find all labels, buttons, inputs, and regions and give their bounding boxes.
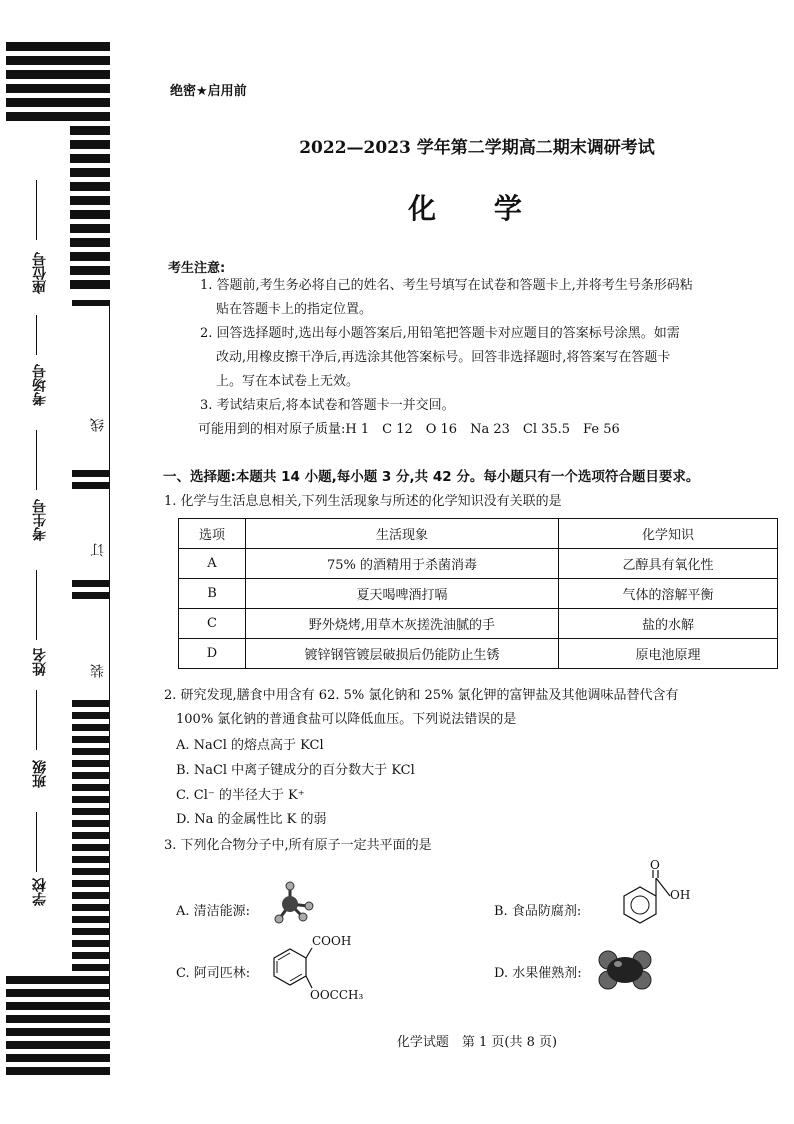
methane-ball-model-icon [262,878,322,928]
aspirin-cooh-label: COOH [312,934,352,948]
table-header: 化学知识 [559,519,778,549]
margin-field-class: 班级 [32,760,48,788]
table-cell: 乙醇具有氧化性 [559,549,778,579]
notes-heading: 考生注意: [168,261,226,276]
note-2-cont: 改动,用橡皮擦干净后,再选涂其他答案标号。回答非选择题时,将答案写在答题卡 [216,350,671,365]
section-title: 一、选择题:本题共 14 小题,每小题 3 分,共 42 分。每小题只有一个选项符合题目要求。 [163,469,700,485]
aspirin-ester-label: OOCCH₃ [310,988,364,1002]
page-footer: 化学试题 第 1 页(共 8 页) [396,1035,558,1050]
confidential-label: 绝密★启用前 [170,84,247,99]
margin-field-name: 姓名 [32,648,48,676]
binding-mark-bind: 订 [90,543,106,557]
q1-stem: 1. 化学与生活息息相关,下列生活现象与所述的化学知识没有关联的是 [164,494,562,509]
table-cell: D [179,639,246,669]
note-1-cont: 贴在答题卡上的指定位置。 [216,302,373,317]
q3-stem: 3. 下列化合物分子中,所有原子一定共平面的是 [164,838,432,853]
table-header-row [179,519,778,549]
table-cell: C [179,609,246,639]
q3-option-a: A. 清洁能源: [176,904,251,919]
q1-table [178,518,778,669]
q3-option-d: D. 水果催熟剂: [494,966,582,981]
fill-line[interactable] [36,812,37,872]
ethylene-space-filling-icon [596,946,656,994]
q2-stem-line1: 2. 研究发现,膳食中用含有 62. 5% 氯化钠和 25% 氯化钾的富钾盐及其他调味品替代含有 [164,688,679,703]
q2-option-a: A. NaCl 的熔点高于 KCl [176,738,324,753]
margin-field-seat: 座位号 [32,252,48,294]
table-cell: B [179,579,246,609]
table-row [179,579,778,609]
benzoic-oh-label: OH [670,888,691,902]
note-1: 1. 答题前,考生务必将自己的姓名、考生号填写在试卷和答题卡上,并将考生号条形码粘 [200,278,693,293]
table-row [179,609,778,639]
margin-field-examinee-id: 考生号 [32,499,48,541]
table-header: 选项 [179,519,246,549]
binding-mark-mount: 装 [90,664,106,678]
note-2: 2. 回答选择题时,选出每小题答案后,用铅笔把答题卡对应题目的答案标号涂黑。如需 [200,326,680,341]
table-cell: 盐的水解 [559,609,778,639]
table-cell: 原电池原理 [559,639,778,669]
benzoic-o-label: O [650,858,660,872]
q3-option-b: B. 食品防腐剂: [494,904,582,919]
atomic-masses: 可能用到的相对原子质量:H 1 C 12 O 16 Na 23 Cl 35.5 Fe 56 [198,422,620,437]
q2-option-d: D. Na 的金属性比 K 的弱 [176,812,327,827]
fill-line[interactable] [36,430,37,490]
fill-line[interactable] [36,315,37,355]
q2-stem-line2: 100% 氯化钠的普通食盐可以降低血压。下列说法错误的是 [176,712,517,727]
table-cell: 75% 的酒精用于杀菌消毒 [246,549,559,579]
table-cell: A [179,549,246,579]
margin-field-school: 学校 [32,878,48,906]
table-cell: 夏天喝啤酒打嗝 [246,579,559,609]
table-row [179,549,778,579]
subject-title: 化 学 [408,192,546,225]
binding-mark-line: 线 [90,418,106,432]
fill-line[interactable] [36,690,37,750]
table-row [179,639,778,669]
q2-option-c: C. Cl⁻ 的半径大于 K⁺ [176,788,305,803]
fill-line[interactable] [36,570,37,640]
note-3: 3. 考试结束后,将本试卷和答题卡一并交回。 [200,398,455,413]
margin-field-room: 考场号 [32,364,48,406]
table-header: 生活现象 [246,519,559,549]
exam-title: 2022—2023 学年第二学期高二期末调研考试 [299,138,655,158]
q2-option-b: B. NaCl 中离子键成分的百分数大于 KCl [176,763,415,778]
table-cell: 野外烧烤,用草木灰搓洗油腻的手 [246,609,559,639]
note-2-cont2: 上。写在本试卷上无效。 [216,374,360,389]
q3-option-c: C. 阿司匹林: [176,966,251,981]
table-cell: 镀锌钢管镀层破损后仍能防止生锈 [246,639,559,669]
table-cell: 气体的溶解平衡 [559,579,778,609]
